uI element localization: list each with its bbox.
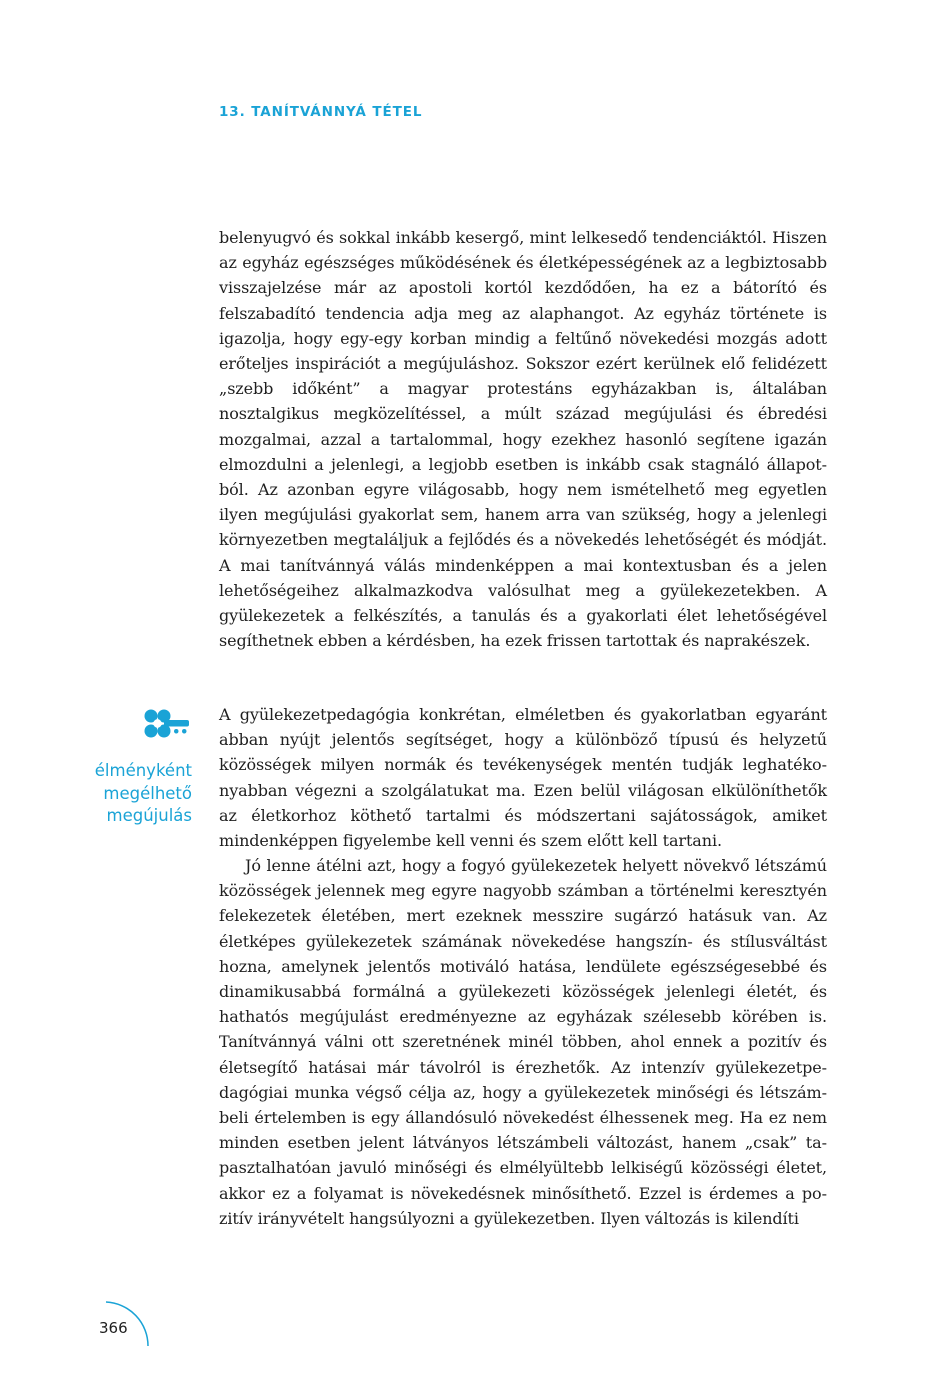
running-head: 13. TANÍTVÁNNYÁ TÉTEL (219, 104, 423, 120)
page-number: 366 (99, 1319, 128, 1337)
body-paragraph-1: belenyugvó és sokkal inkább kesergő, mint lelkesedő tendenciáktól. Hiszen az egyház egészséges működésének és életképességének az a legbiztosabb visszajelzése már az apostoli kortól kezdődően, ha ez a bátorító és felszabadító tendencia adja meg az alaphangot. Az egyház története is igazolja, hogy egy-egy korban mindig a feltűnő növekedési mozgás adott erőteljes inspirációt a megújuláshoz. Sokszor ezért kerülnek elő felidézett „szebb időként” a magyar protestáns egyházakban is, általában nosztalgikus megközelítéssel, a múlt század megújulási és ébredési mozgalmai, azzal a tartalommal, hogy ezekhez hasonló segítene igazán elmozdulni a jelenlegi, a legjobb esetben is inkább csak stagnáló állapotból. Az azonban egyre világosabb, hogy nem ismételhető meg egyetlen ilyen megújulási gyakorlat sem, hanem arra van szükség, hogy a jelenlegi környezetben megtaláljuk a fejlődés és a növekedés lehetőségét és módját. A mai tanítvánnyá válás mindenképpen a mai kontextusban és a jelen lehetőségeihez alkalmazkodva valósulhat meg a gyülekezetekben. A gyülekezetek a felkészítés, a tanulás és a gyakorlati élet lehetőségével segíthetnek ebben a kérdésben, ha ezek frissen tartottak és naprakészek. (219, 228, 827, 651)
body-paragraph-3: Jó lenne átélni azt, hogy a fogyó gyülekezetek helyett növekvő létszámú közösségek jelennek meg egyre nagyobb számban a történelmi keresztyén felekezetek életében, mert ezeknek messzire sugárzó hatásuk van. Az életképes gyülekezetek számának növekedése hangszín- és stílusváltást hozna, amelynek jelentős motiváló hatása, lendülete egészségesebbé és dinamikusabbá formálná a gyülekezeti közösségek jelenlegi életét, és hathatós megújulást eredményezne az egyházak szélesebb körében is. Tanítvánnyá válni ott szeretnének minél többen, ahol ennek a pozitív és életsegítő hatásai már távolról is érezhetők. Az intenzív gyülekezetpedagógiai munka végső célja az, hogy a gyülekezetek minőségi és létszámbeli értelemben is egy állandósuló növekedést élhessenek meg. Ha ez nem minden esetben jelent látványos létszámbeli változást, hanem „csak” tapasztalhatóan javuló minőségi és elmélyültebb lelkiségű közösségi életet, akkor ez a folyamat is növekedésnek minősíthető. Ezzel is érdemes a pozitív irányvételt hangsúlyozni a gyülekezetben. Ilyen változás is kilendíti (219, 856, 827, 1228)
margin-note-line: megújulás (106, 806, 192, 825)
key-icon (140, 706, 192, 748)
margin-note-line: élményként (94, 761, 192, 780)
margin-note (60, 706, 192, 828)
margin-note-label (60, 760, 192, 828)
body-paragraph-2: A gyülekezetpedagógia konkrétan, elméletben és gyakorlatban egyaránt abban nyújt jelentős segítséget, hogy a különböző típusú és helyzetű közösségek milyen normák és tevékenységek mentén tudják leghatékonyabban végezni a szolgálatukat ma. Ezen belül világosan elkülöníthetők az életkorhoz köthető tartalmi és módszertani sajátosságok, amiket mindenképpen figyelembe kell venni és szem előtt kell tartani. (219, 705, 827, 851)
margin-note-line: megélhető (103, 783, 192, 803)
